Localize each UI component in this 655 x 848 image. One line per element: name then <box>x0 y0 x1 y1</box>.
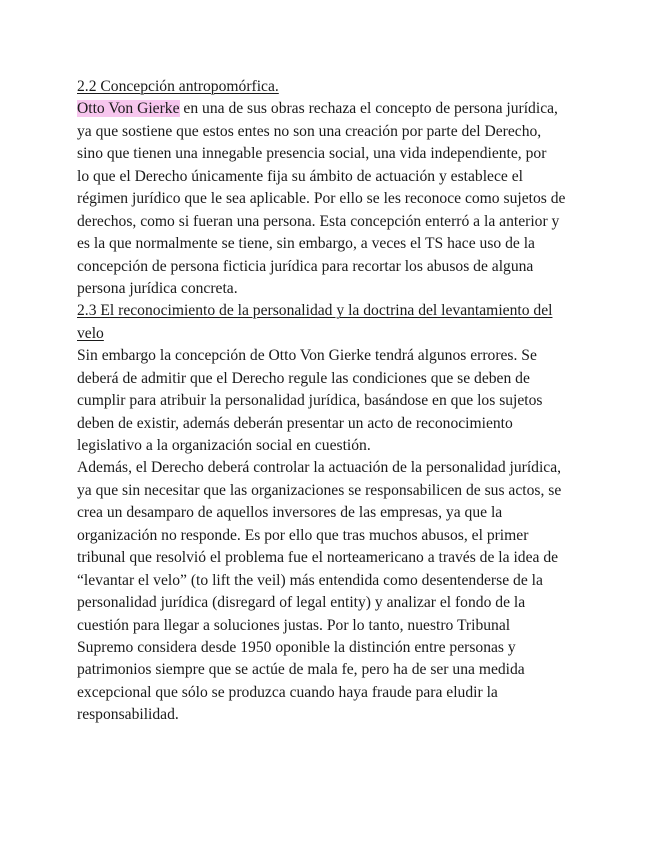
paragraph-line: lo que el Derecho únicamente fija su ámbito de actuación y establece el <box>77 167 523 185</box>
paragraph-line: tribunal que resolvió el problema fue el norteamericano a través de la idea de <box>77 549 559 567</box>
paragraph-line: organización no responde. Es por ello que tras muchos abusos, el primer <box>77 526 529 544</box>
paragraph-line: personalidad jurídica (disregard of legal entity) y analizar el fondo de la <box>77 594 526 612</box>
paragraph-line: es la que normalmente se tiene, sin embargo, a veces el TS hace uso de la <box>77 235 535 253</box>
paragraph-line: sino que tienen una innegable presencia social, una vida independiente, por <box>77 145 547 163</box>
paragraph-line: legislativo a la organización social en cuestión. <box>77 437 371 454</box>
paragraph-line: derechos, como si fueran una persona. Esta concepción enterró a la anterior y <box>77 212 560 230</box>
document-page <box>77 76 597 727</box>
paragraph-line: ya que sostiene que estos entes no son una creación por parte del Derecho, <box>77 122 542 140</box>
paragraph-line: Supremo considera desde 1950 oponible la distinción entre personas y <box>77 638 516 656</box>
paragraph-line: concepción de persona ficticia jurídica para recortar los abusos de alguna <box>77 257 534 275</box>
line-text: en una de sus obras rechaza el concepto de persona jurídica, <box>179 100 558 118</box>
highlighted-name: Otto Von Gierke <box>77 100 180 118</box>
paragraph-line: crea un desamparo de aquellos inversores de las empresas, ya que la <box>77 504 503 522</box>
section-heading-2-3: 2.3 El reconocimiento de la personalidad y la doctrina del levantamiento del <box>77 302 553 320</box>
paragraph-line: cumplir para atribuir la personalidad jurídica, basándose en que los sujetos <box>77 392 543 410</box>
paragraph-line: patrimonios siempre que se actúe de mala fe, pero ha de ser una medida <box>77 661 525 679</box>
paragraph-line: responsabilidad. <box>77 706 179 724</box>
paragraph-line: Además, el Derecho deberá controlar la actuación de la personalidad jurídica, <box>77 459 562 477</box>
section-heading-2-2: 2.2 Concepción antropomórfica. <box>77 78 279 95</box>
paragraph-line: régimen jurídico que le sea aplicable. Por ello se les reconoce como sujetos de <box>77 190 566 208</box>
paragraph-line <box>77 98 597 120</box>
paragraph-line: persona jurídica concreta. <box>77 279 238 297</box>
paragraph-line: “levantar el velo” (to lift the veil) más entendida como desentenderse de la <box>77 571 543 589</box>
paragraph-line: cuestión para llegar a soluciones justas. Por lo tanto, nuestro Tribunal <box>77 616 511 634</box>
paragraph-line: Sin embargo la concepción de Otto Von Gierke tendrá algunos errores. Se <box>77 347 537 365</box>
paragraph-line: deberá de admitir que el Derecho regule las condiciones que se deben de <box>77 369 530 387</box>
paragraph-line: excepcional que sólo se produzca cuando haya fraude para eludir la <box>77 683 498 701</box>
section-heading-2-3-cont: velo <box>77 324 104 342</box>
paragraph-line: deben de existir, además deberán presentar un acto de reconocimiento <box>77 414 513 432</box>
paragraph-line: ya que sin necesitar que las organizaciones se responsabilicen de sus actos, se <box>77 481 562 499</box>
